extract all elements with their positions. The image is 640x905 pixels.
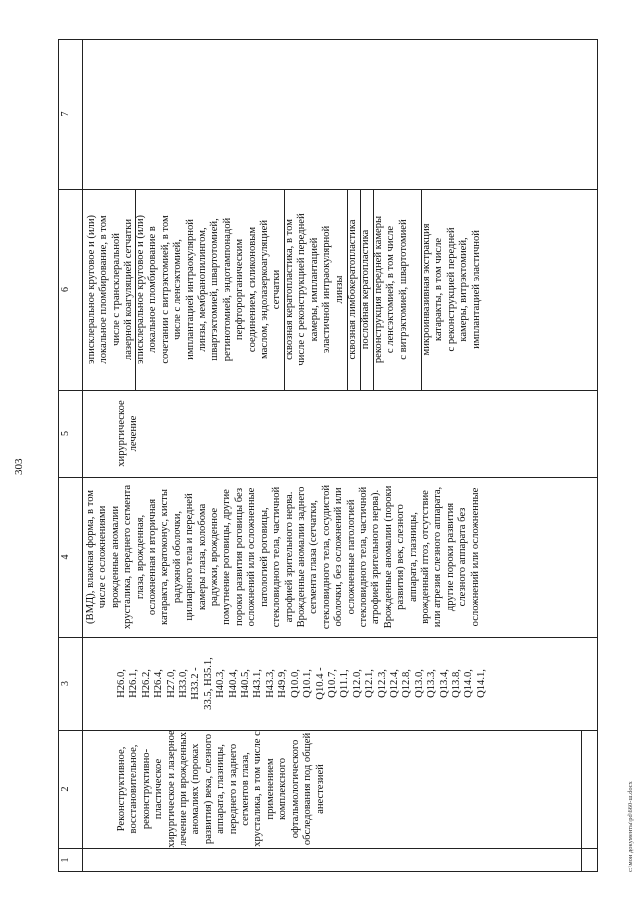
diagnosis-line: (ВМД), влажная форма, в том: [85, 490, 96, 624]
diagnosis-line: осложнений или осложненные: [246, 487, 258, 627]
procedure-line: офтальмологического: [289, 739, 301, 839]
icd-codes: [116, 637, 488, 730]
procedure-name: [116, 730, 327, 848]
method-line: линзы: [333, 275, 345, 304]
icd-code: H26.2,: [140, 669, 152, 698]
icd-code: Q10.7,: [326, 669, 338, 698]
method-group: [360, 189, 372, 390]
column-7: [58, 39, 598, 189]
diagnosis-line: радужки, врожденное: [209, 507, 221, 607]
method-group: [284, 189, 346, 390]
diagnosis-line: Врожденные аномалии заднего: [295, 486, 307, 628]
procedure-line: применением: [264, 758, 276, 820]
icd-code: H26.0,: [116, 669, 127, 698]
icd-code: Q14.1,: [475, 669, 487, 698]
icd-code: H26.1,: [128, 669, 140, 698]
method-line: линзы, мембранопилингом,: [197, 227, 209, 352]
icd-code: Q11.1,: [339, 669, 351, 698]
method-line: эписклеральное круговое и (или): [135, 214, 146, 365]
diagnosis-line: патологией роговицы,: [258, 507, 270, 607]
icd-code: H40.5,: [240, 669, 252, 698]
icd-code: H26.4,: [153, 669, 165, 698]
method-line: маслом, эндолазеркоагуляцией: [259, 220, 271, 360]
icd-code: Q12.3,: [376, 669, 388, 698]
method-line: сквозная кератопластика, в том: [284, 219, 295, 360]
diagnosis-line: хрусталика, переднего сегмента: [122, 484, 134, 630]
method-line: с ленсэктомией, в том числе: [385, 225, 397, 354]
method-line: числе с трансклеральной: [110, 233, 122, 346]
icd-code: Q12.4,: [388, 669, 400, 698]
diagnosis-line: атрофией зрительного нерва.: [283, 491, 295, 623]
diagnosis-line: аппарата, глазницы,: [407, 512, 419, 602]
diagnosis-line: катаракта, кератоконус, кисты: [159, 489, 171, 625]
icd-code: H43.3,: [264, 669, 276, 698]
diagnosis-line: осложнений или осложненные: [469, 487, 481, 627]
procedure-line: восстановительное,: [128, 744, 140, 834]
diagnosis-line: или атрезия слезного аппарата,: [432, 486, 444, 628]
header-2: 2: [60, 786, 71, 792]
method-line: камеры, имплантацией: [308, 237, 320, 342]
method-line: числе с ленсэктомией,: [172, 239, 184, 340]
procedure-line: сегментов глаза,: [240, 752, 252, 826]
method-group: [347, 189, 359, 390]
treatment-type-line: хирургическое: [116, 400, 127, 467]
method-line: камеры, витрэктомией,: [458, 237, 470, 342]
diagnosis-line: числе с осложнениями: [97, 505, 109, 609]
method-line: эластичной интраокулярной: [321, 225, 333, 354]
treatment-type: [116, 390, 141, 477]
icd-code: H27.0,: [165, 669, 177, 698]
icd-code: Q10.1,: [302, 669, 314, 698]
method-line: швартэктомией, швартотомией,: [209, 218, 221, 361]
treatment-type-line: лечение: [128, 415, 140, 452]
method-group: [421, 189, 483, 390]
method-line: сквозная лимбокератопластика: [347, 219, 358, 360]
method-line: имплантацией эластичной: [470, 230, 482, 349]
procedure-line: Реконструктивное,: [116, 746, 127, 832]
procedure-line: комплексного: [277, 758, 289, 820]
diagnosis-line: осложненная и вторичная: [147, 498, 159, 616]
icd-code: H40.4,: [227, 669, 239, 698]
method-line: числе с реконструкцией передней: [296, 213, 308, 366]
procedure-line: обследования под общей: [302, 732, 314, 846]
method-line: послойная кератопластика: [360, 229, 371, 350]
procedure-line: развития) века, слезного: [202, 733, 214, 845]
diagnosis-line: слезного аппарата без: [457, 507, 469, 607]
method-line: локальное пломбирование в: [147, 226, 159, 353]
diagnosis-description: [85, 477, 482, 637]
diagnosis-line: оболочки, без осложнений или: [333, 487, 345, 627]
method-line: перфторорганическим: [234, 238, 246, 341]
icd-code: H49.9,: [277, 669, 289, 698]
diagnosis-line: цилиарного тела и передней: [184, 493, 196, 621]
diagnosis-line: сегмента глаза (сетчатки,: [308, 500, 320, 614]
icd-code: H33.0,: [178, 669, 190, 698]
page-number: 303: [13, 458, 25, 475]
diagnosis-line: врожденные аномалии: [109, 505, 121, 609]
diagnosis-line: осложненные патологией: [345, 499, 357, 615]
procedure-line: аномалиях (пороках: [190, 743, 202, 835]
method-group: [86, 189, 136, 390]
diagnosis-line: стекловидного тела, частичной: [271, 486, 283, 628]
method-line: реконструкция передней камеры: [373, 215, 384, 364]
method-group: [135, 189, 284, 390]
header-4: 4: [60, 554, 71, 560]
icd-code: 33.5, H35.1,: [202, 657, 214, 710]
method-line: сочетании с витрэктомией, в том: [159, 215, 171, 364]
diagnosis-line: радужной оболочки,: [171, 510, 183, 604]
icd-code: Q14.0,: [463, 669, 475, 698]
procedure-line: хирургическое и лазерное: [165, 730, 177, 848]
diagnosis-line: глаза, врожденная,: [134, 514, 146, 600]
data-table: [58, 39, 598, 872]
icd-code: H40.3,: [215, 669, 227, 698]
header-1: 1: [60, 857, 71, 863]
diagnosis-line: другие пороки развития: [444, 502, 456, 612]
icd-code: Q10.0,: [289, 669, 301, 698]
diagnosis-line: атрофией зрительного нерва).: [370, 489, 382, 625]
icd-code: Q10.4 -: [314, 667, 326, 700]
diagnosis-line: помутнение роговицы, другие: [221, 489, 233, 625]
icd-code: Q13.0,: [413, 669, 425, 698]
icd-code: H33.2 -: [190, 667, 202, 700]
procedure-line: анестезией: [314, 764, 326, 814]
header-7: 7: [60, 111, 71, 117]
diagnosis-line: камеры глаза, колобома: [196, 503, 208, 611]
method-line: с витрэктомией, швартотомией: [397, 219, 409, 360]
method-line: сетчатки: [271, 269, 283, 310]
icd-code: Q13.4,: [438, 669, 450, 698]
icd-code: Q13.8,: [450, 669, 462, 698]
procedure-line: реконструктивно-: [140, 748, 152, 830]
header-6: 6: [60, 287, 71, 292]
icd-code: Q12.0,: [351, 669, 363, 698]
method-line: лазерной коагуляцией сетчатки: [123, 218, 135, 361]
method-line: эписклеральное круговое и (или): [86, 214, 97, 365]
header-3: 3: [60, 681, 71, 686]
method-line: с реконструкцией передней: [445, 227, 457, 352]
method-line: микроинвазивная экстракция: [421, 223, 432, 356]
icd-code: H43.1,: [252, 669, 264, 698]
diagnosis-line: пороки развития роговицы без: [233, 487, 245, 627]
footer-path: c:\мои документы\pd\660-ш.docx: [627, 781, 634, 872]
icd-code: Q12.1,: [364, 669, 376, 698]
icd-code: Q12.8,: [401, 669, 413, 698]
procedure-line: аппарата, глазницы,: [215, 744, 227, 834]
diagnosis-line: стекловидного тела, сосудистой: [320, 484, 332, 630]
method-line: катаракты, в том числе: [433, 237, 445, 342]
diagnosis-line: Врожденные аномалии (пороки: [382, 485, 394, 629]
col12-end-rule: [581, 730, 582, 872]
procedure-line: переднего и заднего: [227, 743, 239, 835]
column-1: [58, 848, 598, 872]
method-group: [373, 189, 410, 390]
icd-code: Q13.3,: [426, 669, 438, 698]
procedure-line: пластическое: [153, 758, 165, 820]
method-line: соединением, силиконовым: [246, 226, 258, 353]
procedure-line: лечение при врожденных: [178, 731, 190, 847]
method-line: ретинотомией, эндотампонадой: [221, 217, 233, 362]
method-line: локальное пломбирование, в том: [98, 215, 110, 364]
header-5: 5: [60, 431, 71, 436]
diagnosis-line: стекловидного тела, частичной: [357, 486, 369, 628]
header-rule: [82, 39, 83, 872]
diagnosis-line: развития) век, слезного: [395, 504, 407, 610]
method-line: имплантацией интраокулярной: [184, 219, 196, 360]
procedure-line: хрусталика, в том числе с: [252, 731, 264, 847]
diagnosis-line: врожденный птоз, отсутствие: [419, 490, 431, 624]
